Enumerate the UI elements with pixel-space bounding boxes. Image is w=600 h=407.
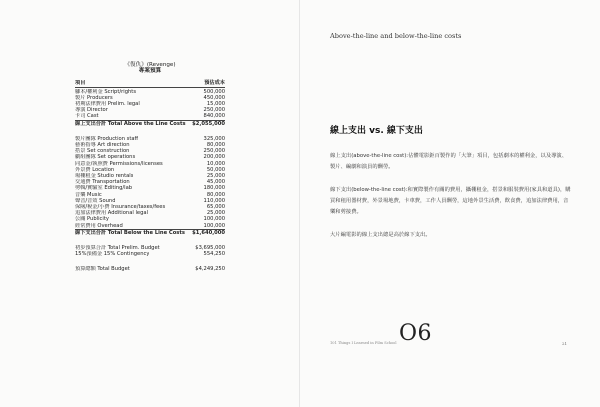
row-amount: 180,000 <box>203 185 225 192</box>
row-label: 製片 Producers <box>75 94 113 101</box>
row-amount: 45,000 <box>206 179 225 186</box>
row-label: 導演 Director <box>75 107 108 114</box>
below-line-rows <box>75 136 225 229</box>
paragraph-3: 大片編電影的線上支出總是高於線下支出。 <box>330 232 431 238</box>
section-title: Above-the-line and below-the-line costs <box>330 32 462 40</box>
header-item: 項目 <box>75 80 86 87</box>
row-label: 15%預備金 15% Contingency <box>75 251 150 258</box>
row-label: 剪輯/實驗室 Editing/lab <box>75 185 133 192</box>
row-amount: 10,000 <box>206 160 225 167</box>
row-amount: 80,000 <box>206 191 225 198</box>
row-amount: 500,000 <box>203 88 225 95</box>
above-total-label: 線上支出合計 Total Above the Line Costs <box>75 120 186 127</box>
row-amount: 25,000 <box>206 173 225 180</box>
above-line-rows <box>75 89 225 120</box>
row-label: 搭景 Set construction <box>75 148 130 155</box>
grand-total-amount: $4,249,250 <box>195 266 225 273</box>
header-amount: 預估成本 <box>204 80 225 87</box>
row-amount: 50,000 <box>206 166 225 173</box>
row-amount: $3,695,000 <box>195 245 225 252</box>
row-amount: 25,000 <box>206 210 225 217</box>
page-number: 21 <box>562 341 568 346</box>
row-amount: 450,000 <box>203 94 225 101</box>
row-amount: 250,000 <box>203 148 225 155</box>
below-total-label: 線下支出合計 Total Below the Line Costs <box>75 229 185 236</box>
row-label: 同意金/執照費 Permissions/licenses <box>75 160 163 167</box>
row-amount: 80,000 <box>206 142 225 149</box>
film-title: 《復仇》(Revenge) <box>124 62 176 68</box>
row-label: 劇組團隊 Set operations <box>75 154 136 161</box>
row-label: 腳本/權利金 Script/rights <box>75 88 137 95</box>
below-total-amount: $1,640,000 <box>192 229 225 236</box>
row-amount: 325,000 <box>203 135 225 142</box>
row-label: 卡司 Cast <box>75 113 99 120</box>
row-label: 音樂 Music <box>75 191 102 198</box>
paragraph-2: 線下支出(below-the-line cost):和實際製作有關的費用，攝棚租金，搭景和服裝費用(家具和道具)，購買和租用器材費，外景場地費，卡車費，工作人員酬勞，這地外景生活費，飲食費，追加法律費用，音樂和剪接費。 <box>330 187 571 215</box>
row-label: 交通費 Transportation <box>75 179 130 186</box>
row-label: 追加法律費用 Additional legal <box>75 210 149 217</box>
row-label: 製片團隊 Production staff <box>75 135 139 142</box>
above-line-total-row <box>75 120 225 127</box>
row-amount: 100,000 <box>203 216 225 223</box>
budget-table <box>75 62 225 273</box>
row-amount: 65,000 <box>206 204 225 211</box>
table-header <box>75 80 225 87</box>
row-label: 經常費用 Overhead <box>75 222 123 229</box>
page-heading: 線上支出 vs. 線下支出 <box>330 126 423 136</box>
row-label: 公關 Publicity <box>75 216 109 223</box>
row-amount: 840,000 <box>203 113 225 120</box>
row-amount: 100,000 <box>203 222 225 229</box>
row-amount: 110,000 <box>203 197 225 204</box>
row-label: 聲音/音效 Sound <box>75 197 116 204</box>
summary-rows <box>75 245 225 257</box>
running-footer: 101 Things I Learned in Film School <box>330 341 397 345</box>
row-amount: 250,000 <box>203 107 225 114</box>
row-label: 外景費 Location <box>75 166 115 173</box>
row-label: 保險/稅金/小費 Insurance/taxes/fees <box>75 204 166 211</box>
row-amount: 200,000 <box>203 154 225 161</box>
paragraph-1: 線上支出(above-the-line cost):佔體電影鉅百製作的「大筆」項目，包括劇本的權利金，以及導演、製片、編劇和演員的酬勞。 <box>330 153 568 170</box>
below-line-total-row <box>75 229 225 236</box>
row-label: 場棚租金 Studio rentals <box>75 173 134 180</box>
grand-total-label: 預算總額 Total Budget <box>75 266 130 273</box>
row-label: 初步預算合計 Total Prelim. Budget <box>75 245 160 252</box>
chapter-number: O6 <box>399 321 433 346</box>
budget-title: 專案預算 <box>138 68 162 75</box>
left-page <box>0 0 299 407</box>
grand-total-row <box>75 266 225 272</box>
row-amount: 554,250 <box>203 251 225 258</box>
row-label: 初期法律費用 Prelim. legal <box>75 101 140 108</box>
above-total-amount: $2,055,000 <box>192 120 225 127</box>
row-amount: 15,000 <box>206 101 225 108</box>
row-label: 藝術指導 Art direction <box>75 142 130 149</box>
